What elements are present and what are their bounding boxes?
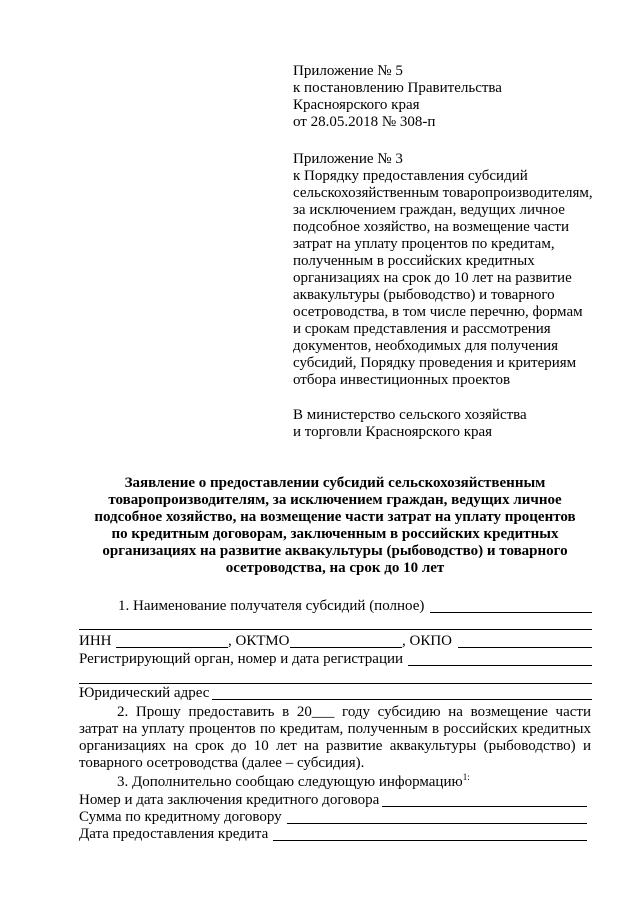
loan-date-field[interactable] — [273, 840, 587, 841]
annex3-line: и срокам представления и рассмотрения — [293, 321, 551, 337]
item2-paragraph: 2. Прошу предоставить в 20___ году субсидию на возмещение части затрат на уплату процентов по кредитам, полученным в российских кредитных организациях на срок до 10 лет на развитие аквакультуры (рыбоводство) и товарного осетроводства (далее – субсидия). — [79, 704, 591, 771]
title-line: товаропроизводителям, за исключением граждан, ведущих личное — [108, 492, 562, 508]
title-line: Заявление о предоставлении субсидий сельскохозяйственным — [124, 475, 546, 491]
annex3-line: сельскохозяйственным товаропроизводителям, — [293, 185, 593, 201]
application-title — [70, 475, 600, 577]
item1-label: 1. Наименование получателя субсидий (полное) — [118, 598, 425, 614]
annex3-line: подсобное хозяйство, на возмещение части — [293, 219, 569, 235]
annex3-line: полученным в российских кредитных — [293, 253, 535, 269]
footnote-marker: 1: — [462, 772, 470, 782]
annex3-line: отбора инвестиционных проектов — [293, 372, 511, 388]
oktmo-field[interactable] — [290, 647, 402, 648]
title-line: организациях на развитие аквакультуры (рыбоводство) и товарного — [102, 543, 568, 559]
loan-date-label: Дата предоставления кредита — [79, 826, 269, 842]
title-line: по кредитным договорам, заключенным в российских кредитных — [111, 526, 559, 542]
annex3-line: субсидий, Порядку проведения и критериям — [293, 355, 577, 371]
loan-number-date-field[interactable] — [382, 806, 587, 807]
annex3-line: затрат на уплату процентов по кредитам, — [293, 236, 555, 252]
registration-label: Регистрирующий орган, номер и дата регистрации — [79, 651, 404, 667]
annex3-line: Приложение № 3 — [293, 151, 403, 167]
loan-amount-label: Сумма по кредитному договору — [79, 809, 282, 825]
addressee-line: и торговли Красноярского края — [293, 424, 493, 440]
inn-field[interactable] — [116, 647, 228, 648]
legal-address-field[interactable] — [212, 699, 592, 700]
inn-label: ИНН — [79, 633, 112, 649]
legal-address-label: Юридический адрес — [79, 685, 210, 701]
item3-label — [117, 774, 470, 791]
annex5-line: от 28.05.2018 № 308-п — [293, 114, 436, 130]
title-line: подсобное хозяйство, на возмещение части затрат на уплату процентов — [94, 509, 576, 525]
annex3-line: за исключением граждан, ведущих личное — [293, 202, 565, 218]
registration-field[interactable] — [408, 665, 592, 666]
recipient-name-field-continued[interactable] — [79, 629, 592, 630]
annex3-line: документов, необходимых для получения — [293, 338, 559, 354]
annex5-line: Красноярского края — [293, 97, 420, 113]
annex5-block — [293, 63, 502, 131]
annex3-line: организациях на срок до 10 лет на развитие — [293, 270, 572, 286]
annex3-line: осетроводства, в том числе перечню, формам — [293, 304, 583, 320]
loan-amount-field[interactable] — [287, 823, 587, 824]
title-line: осетроводства, на срок до 10 лет — [225, 560, 445, 576]
addressee-block — [293, 407, 527, 441]
annex5-line: Приложение № 5 — [293, 63, 403, 79]
annex3-line: аквакультуры (рыбоводство) и товарного — [293, 287, 555, 303]
registration-field-continued[interactable] — [79, 683, 592, 684]
loan-number-date-label: Номер и дата заключения кредитного договора — [79, 792, 380, 808]
okpo-field[interactable] — [458, 647, 592, 648]
annex3-block — [293, 151, 593, 389]
recipient-name-field[interactable] — [430, 612, 592, 613]
annex5-line: к постановлению Правительства — [293, 80, 502, 96]
okpo-label: , ОКПО — [402, 633, 453, 649]
annex3-line: к Порядку предоставления субсидий — [293, 168, 528, 184]
addressee-line: В министерство сельского хозяйства — [293, 407, 527, 423]
item3-text: 3. Дополнительно сообщаю следующую информацию — [117, 774, 463, 790]
oktmo-label: , ОКТМО — [228, 633, 290, 649]
